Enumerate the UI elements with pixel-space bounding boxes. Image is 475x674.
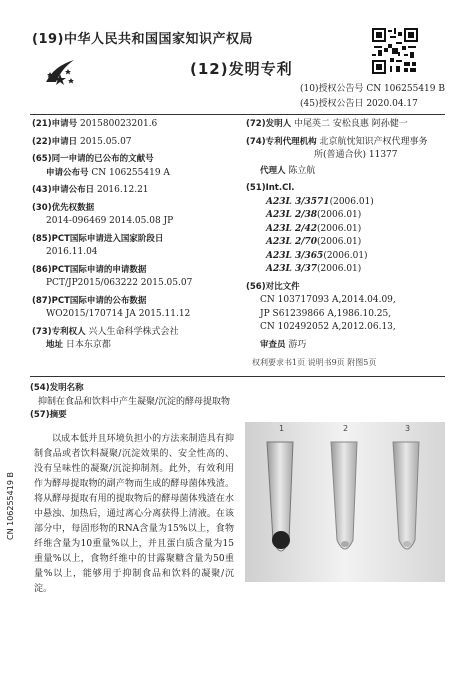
- pct-national-phase-label: (85)PCT国际申请进入国家阶段日: [32, 233, 164, 244]
- priority-data-label: (30)优先权数据: [32, 202, 95, 213]
- application-publication-number: CN 106255419 A: [91, 167, 170, 178]
- abstract-label: (57)摘要: [30, 410, 67, 420]
- pct-application-data: PCT/JP2015/063222 2015.05.07: [46, 278, 193, 288]
- application-publication-number-label: 申请公布号: [46, 167, 89, 178]
- pct-national-phase-date: 2016.11.04: [46, 247, 98, 257]
- cited-documents-list: [246, 294, 451, 335]
- application-number: 201580023201.6: [79, 119, 158, 129]
- patentee: 兴人生命科学株式会社: [88, 326, 179, 337]
- inventors-label: (72)发明人: [246, 119, 292, 129]
- application-number-label: (21)申请号: [32, 119, 78, 129]
- body-divider: [30, 376, 445, 377]
- pct-publication-data: WO2015/170714 JA 2015.11.12: [46, 309, 191, 319]
- filing-date-label: (22)申请日: [32, 136, 78, 147]
- tube-label-1: 1: [279, 424, 285, 433]
- ipc-class: [246, 223, 451, 237]
- agency-name: 北京航忱知识产权代理事务: [319, 136, 428, 147]
- ipc-list: [246, 196, 451, 277]
- ipc-class-code: A23L 3/37: [266, 264, 318, 274]
- inventors: 中尾英二 安松良惠 阿孙健一: [293, 119, 408, 129]
- examiner: 游巧: [288, 339, 307, 350]
- ipc-class: [246, 236, 451, 250]
- ipc-class-code: A23L 2/38: [266, 210, 318, 220]
- publication-date: (45)授权公告日 2020.04.17: [300, 99, 418, 109]
- ipc-class-version: (2006.01): [317, 237, 362, 247]
- ipc-class: [246, 263, 451, 277]
- publication-info: [300, 82, 445, 112]
- cited-document: CN 103717093 A,2014.04.09,: [260, 295, 396, 305]
- prior-publication-label: (65)同一申请的已公布的文献号: [32, 154, 154, 164]
- document-type: (12)发明专利: [190, 60, 293, 78]
- abstract-text: 以成本低并且环境负担小的方法来制造具有抑制食品或者饮料凝聚/沉淀效果的、安全性高的、没有呈味性的凝聚/沉淀抑制剂。此外，有效利用作为酵母提取物的副产物而生成的酵母菌体残渣。将从酵母提取有用的提取物后的酵母菌体残渣在水中悬浊、加热后，通过离心分离获得上清液。在该部分中，每固形物的RNA含量为15%以上，食物纤维含量为10重量%以上，并且蛋白质含量为15重量%以上，食物纤维中的甘露聚糖含量为50重量%以上，能够用于抑制食品和饮料的凝聚/沉淀。: [34, 434, 234, 594]
- ipc-class-code: A23L 3/365: [266, 250, 324, 261]
- pct-application-label: (86)PCT国际申请的申请数据: [32, 264, 147, 275]
- invention-title-label: (54)发明名称: [30, 383, 84, 393]
- cited-document: JP S61239866 A,1986.10.25,: [260, 308, 392, 319]
- agency-label: (74)专利代理机构: [246, 136, 317, 147]
- patent-office-name: (19)中华人民共和国国家知识产权局: [32, 32, 253, 47]
- examiner-label: 审查员: [260, 339, 286, 350]
- ipc-class: [246, 209, 451, 223]
- ipc-class: [246, 196, 451, 210]
- ipc-class-version: (2006.01): [317, 264, 362, 274]
- address: 日本东京都: [65, 340, 111, 350]
- ipc-label: (51)Int.Cl.: [246, 183, 295, 193]
- ipc-class-version: (2006.01): [329, 196, 374, 207]
- agent: 陈立航: [288, 165, 316, 176]
- agent-label: 代理人: [260, 165, 286, 176]
- side-document-code: CN 106255419 B: [6, 472, 15, 540]
- pct-publication-label: (87)PCT国际申请的公布数据: [32, 295, 147, 306]
- ipc-class-code: A23L 3/3571: [266, 196, 330, 207]
- sipo-logo-icon: [40, 52, 80, 92]
- patentee-label: (73)专利权人: [32, 326, 86, 337]
- invention-title: 抑制在食品和饮料中产生凝聚/沉淀的酵母提取物: [38, 396, 231, 407]
- application-publication-date: 2016.12.21: [96, 185, 149, 195]
- qr-code-icon: [372, 28, 418, 74]
- ipc-class-version: (2006.01): [323, 250, 368, 261]
- filing-date: 2015.05.07: [79, 136, 132, 147]
- test-tubes-figure: [245, 422, 445, 582]
- ipc-class-code: A23L 2/42: [266, 223, 318, 234]
- title-section: [30, 382, 450, 423]
- cited-document: CN 102492052 A,2012.06.13,: [260, 322, 396, 332]
- ipc-class-code: A23L 2/70: [266, 237, 318, 247]
- publication-date-label: (43)申请公布日: [32, 185, 95, 195]
- bibliographic-right: [246, 118, 451, 370]
- bibliographic-left: [32, 118, 242, 353]
- ipc-class-version: (2006.01): [317, 223, 362, 234]
- agency-name-cont: 所(普通合伙) 11377: [314, 150, 398, 160]
- ipc-class: [246, 250, 451, 264]
- priority-data: 2014-096469 2014.05.08 JP: [46, 216, 174, 226]
- tube-label-2: 2: [343, 424, 349, 433]
- page-counts: 权利要求书1页 说明书9页 附图5页: [252, 358, 377, 367]
- cited-documents-label: (56)对比文件: [246, 281, 300, 292]
- header-divider: [30, 114, 445, 115]
- test-tubes-drawing: [245, 422, 445, 582]
- publication-number: (10)授权公告号 CN 106255419 B: [300, 84, 445, 94]
- ipc-class-version: (2006.01): [317, 210, 362, 220]
- address-label: 地址: [46, 340, 64, 350]
- tube-label-3: 3: [405, 424, 411, 433]
